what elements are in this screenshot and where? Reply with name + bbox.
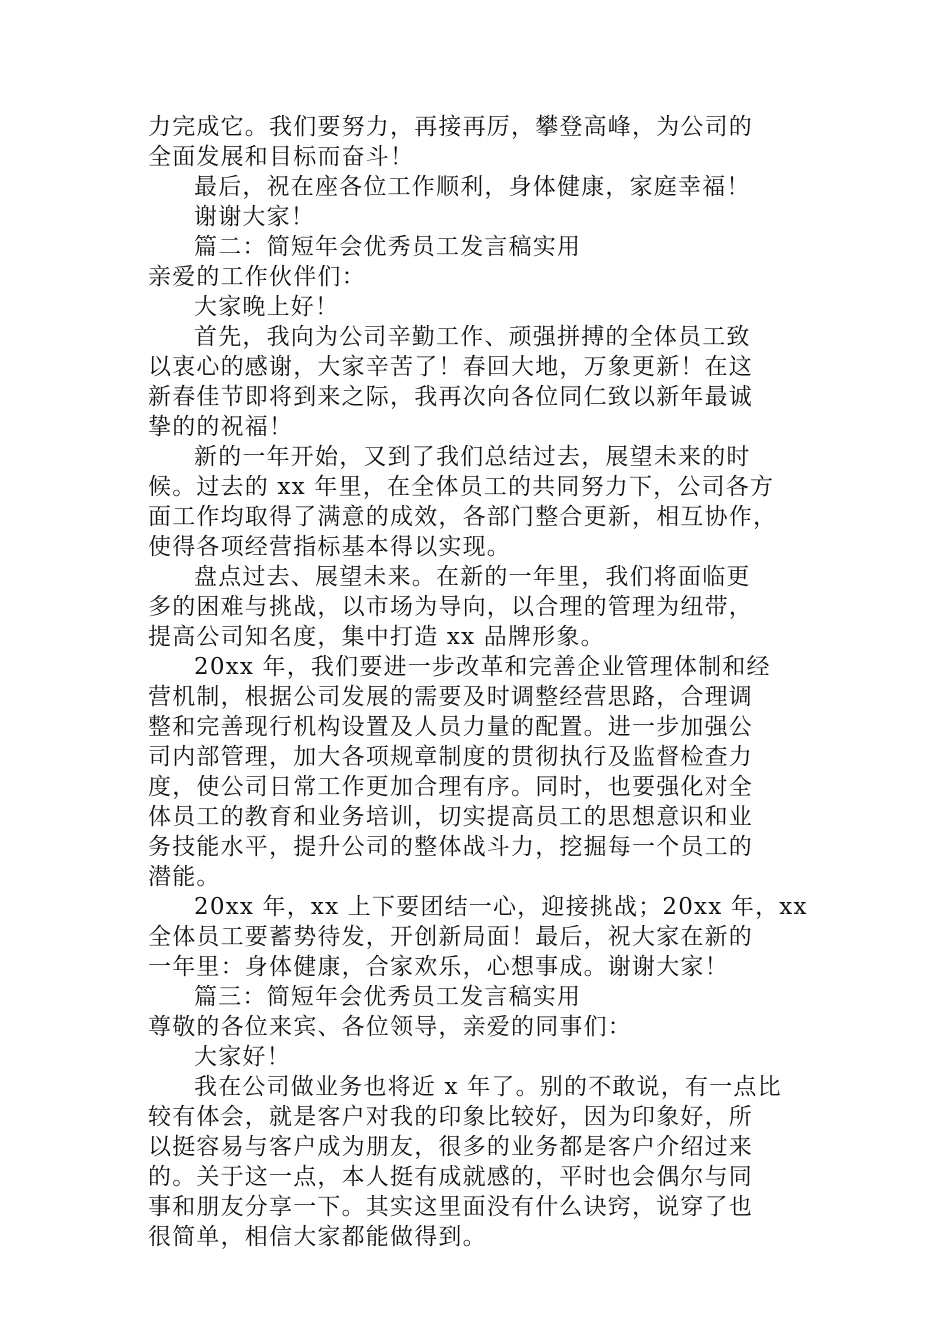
text-line: 使得各项经营指标基本得以实现。 — [148, 534, 511, 560]
text-line: 首先，我向为公司辛勤工作、顽强拼搏的全体员工致 — [194, 324, 751, 350]
text-line: 一年里：身体健康，合家欢乐，心想事成。谢谢大家！ — [148, 954, 729, 980]
text-line: 大家晚上好！ — [194, 294, 340, 320]
document-page — [148, 112, 808, 1252]
text-line: 篇三：简短年会优秀员工发言稿实用 — [194, 984, 582, 1010]
text-line: 全体员工要蓄势待发，开创新局面！最后，祝大家在新的 — [148, 924, 753, 950]
text-line: 最后，祝在座各位工作顺利，身体健康，家庭幸福！ — [194, 174, 751, 200]
text-line: 的。关于这一点，本人挺有成就感的，平时也会偶尔与同 — [148, 1164, 753, 1190]
text-line: 体员工的教育和业务培训，切实提高员工的思想意识和业 — [148, 804, 753, 830]
text-line: 我在公司做业务也将近 x 年了。别的不敢说，有一点比 — [194, 1074, 782, 1100]
text-line: 尊敬的各位来宾、各位领导，亲爱的同事们： — [148, 1014, 632, 1040]
text-line: 提高公司知名度，集中打造 xx 品牌形象。 — [148, 624, 605, 650]
text-line: 较有体会，就是客户对我的印象比较好，因为印象好，所 — [148, 1104, 753, 1130]
text-line: 篇二：简短年会优秀员工发言稿实用 — [194, 234, 582, 260]
text-line: 新的一年开始，又到了我们总结过去，展望未来的时 — [194, 444, 751, 470]
text-line: 候。过去的 xx 年里，在全体员工的共同努力下，公司各方 — [148, 474, 775, 500]
text-line: 潜能。 — [148, 864, 221, 890]
text-line: 整和完善现行机构设置及人员力量的配置。进一步加强公 — [148, 714, 753, 740]
text-line: 新春佳节即将到来之际，我再次向各位同仁致以新年最诚 — [148, 384, 753, 410]
text-line: 以衷心的感谢，大家辛苦了！春回大地，万象更新！在这 — [148, 354, 753, 380]
text-line: 很简单，相信大家都能做得到。 — [148, 1224, 487, 1250]
text-line: 营机制，根据公司发展的需要及时调整经营思路，合理调 — [148, 684, 753, 710]
text-line: 事和朋友分享一下。其实这里面没有什么诀窍，说穿了也 — [148, 1194, 753, 1220]
text-line: 务技能水平，提升公司的整体战斗力，挖掘每一个员工的 — [148, 834, 753, 860]
text-line: 力完成它。我们要努力，再接再厉，攀登高峰，为公司的 — [148, 114, 753, 140]
text-line: 司内部管理，加大各项规章制度的贯彻执行及监督检查力 — [148, 744, 753, 770]
text-line: 以挺容易与客户成为朋友，很多的业务都是客户介绍过来 — [148, 1134, 753, 1160]
text-line: 20xx 年，我们要进一步改革和完善企业管理体制和经 — [194, 654, 771, 680]
text-line: 多的困难与挑战，以市场为导向，以合理的管理为纽带， — [148, 594, 753, 620]
text-line: 面工作均取得了满意的成效，各部门整合更新，相互协作， — [148, 504, 778, 530]
text-line: 全面发展和目标而奋斗！ — [148, 144, 415, 170]
text-line: 亲爱的工作伙伴们： — [148, 264, 366, 290]
text-line: 谢谢大家！ — [194, 204, 315, 230]
text-line: 度，使公司日常工作更加合理有序。同时，也要强化对全 — [148, 774, 753, 800]
text-line: 大家好！ — [194, 1044, 291, 1070]
text-line: 盘点过去、展望未来。在新的一年里，我们将面临更 — [194, 564, 751, 590]
text-line: 20xx 年，xx 上下要团结一心，迎接挑战；20xx 年，xx — [194, 894, 808, 920]
text-line: 挚的的祝福！ — [148, 414, 294, 440]
